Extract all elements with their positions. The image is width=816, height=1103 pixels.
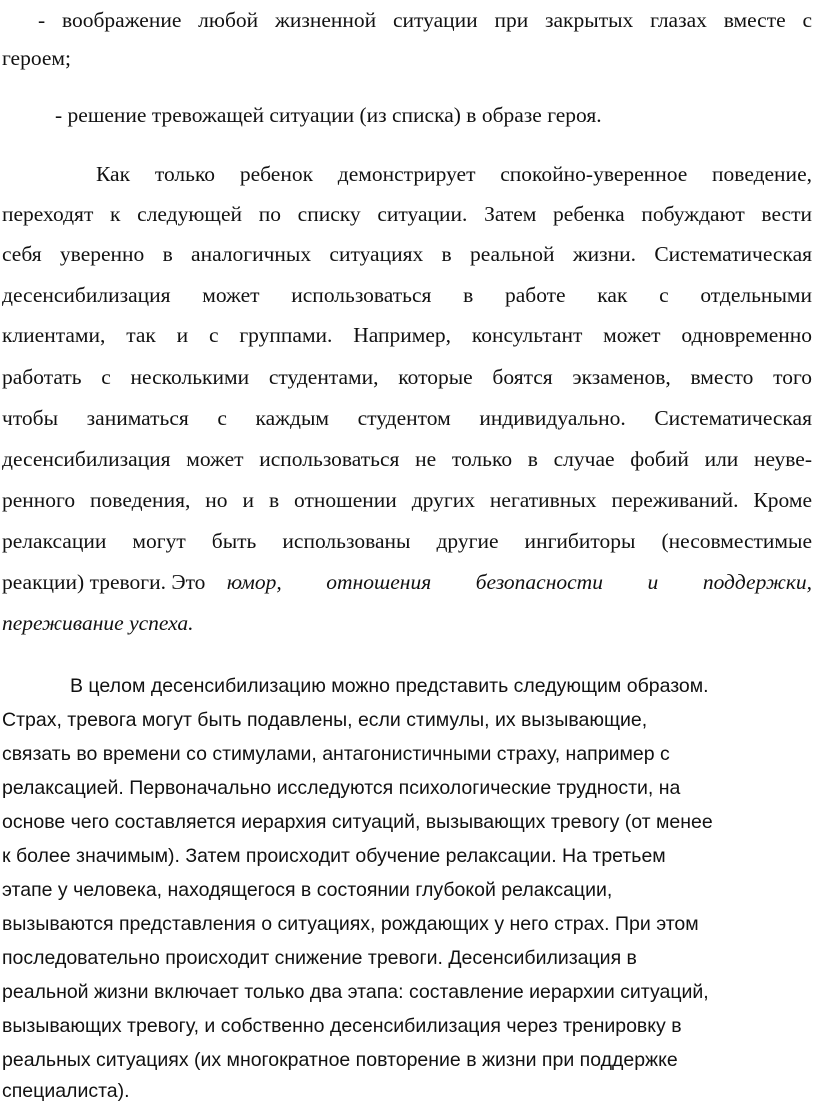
para2-line-6: к более значимым). Затем происходит обучение релаксации. На третьем [2, 845, 666, 867]
para2-line-9: последовательно происходит снижение тревоги. Десенсибилизация в [2, 947, 637, 969]
para2-line-2: Страх, тревога могут быть подавлены, если стимулы, их вызывающие, [2, 709, 648, 731]
para1-line-2: переходят к следующей по списку ситуации. Затем ребенка побуждают вести [2, 202, 812, 226]
para2-line-7: этапе у человека, находящегося в состоянии глубокой релаксации, [2, 879, 613, 901]
bullet-1-line-2: героем; [2, 46, 71, 70]
para2-line-8: вызываются представления о ситуациях, рождающих у него страх. При этом [2, 913, 699, 935]
para1-line-8: десенсибилизация может использоваться не только в случае фобий или неуве- [2, 447, 812, 471]
para1-line-4: десенсибилизация может использоваться в работе как с отдельными [2, 283, 812, 307]
para1-line-1: Как только ребенок демонстрирует спокойно-уверенное поведение, [96, 162, 812, 186]
para2-line-3: связать во времени со стимулами, антагонистичными страху, например с [2, 743, 670, 765]
para2-line-5: основе чего составляется иерархия ситуаций, вызывающих тревогу (от менее [2, 811, 713, 833]
para1-line-11-plain: реакции) тревоги. Это [2, 570, 211, 594]
para2-line-1: В целом десенсибилизацию можно представить следующим образом. [70, 675, 709, 697]
para1-line-10: релаксации могут быть использованы другие ингибиторы (несовместимые [2, 529, 812, 553]
para1-line-12-italic: переживание успеха. [2, 611, 194, 635]
para2-line-11: вызывающих тревогу, и собственно десенсибилизация через тренировку в [2, 1015, 682, 1037]
para2-line-13: специалиста). [2, 1080, 130, 1102]
para2-line-4: релаксацией. Первоначально исследуются психологические трудности, на [2, 777, 681, 799]
bullet-1-line-1: - воображение любой жизненной ситуации при закрытых глазах вместе с [38, 8, 812, 32]
para1-line-3: себя уверенно в аналогичных ситуациях в реальной жизни. Систематическая [2, 242, 812, 266]
para1-line-5: клиентами, так и с группами. Например, консультант может одновременно [2, 323, 812, 347]
para2-line-12: реальных ситуациях (их многократное повторение в жизни при поддержке [2, 1049, 678, 1071]
para1-line-9: ренного поведения, но и в отношении других негативных переживаний. Кроме [2, 488, 812, 512]
para2-line-10: реальной жизни включает только два этапа: составление иерархии ситуаций, [2, 981, 709, 1003]
para1-line-11 [2, 572, 812, 594]
para1-line-6: работать с несколькими студентами, которые боятся экзаменов, вместо того [2, 365, 812, 389]
para1-line-11-italic: юмор, отношения безопасности и поддержки, [226, 570, 812, 594]
bullet-2: - решение тревожащей ситуации (из списка) в образе героя. [55, 103, 602, 127]
para1-line-7: чтобы заниматься с каждым студентом индивидуально. Систематическая [2, 406, 812, 430]
